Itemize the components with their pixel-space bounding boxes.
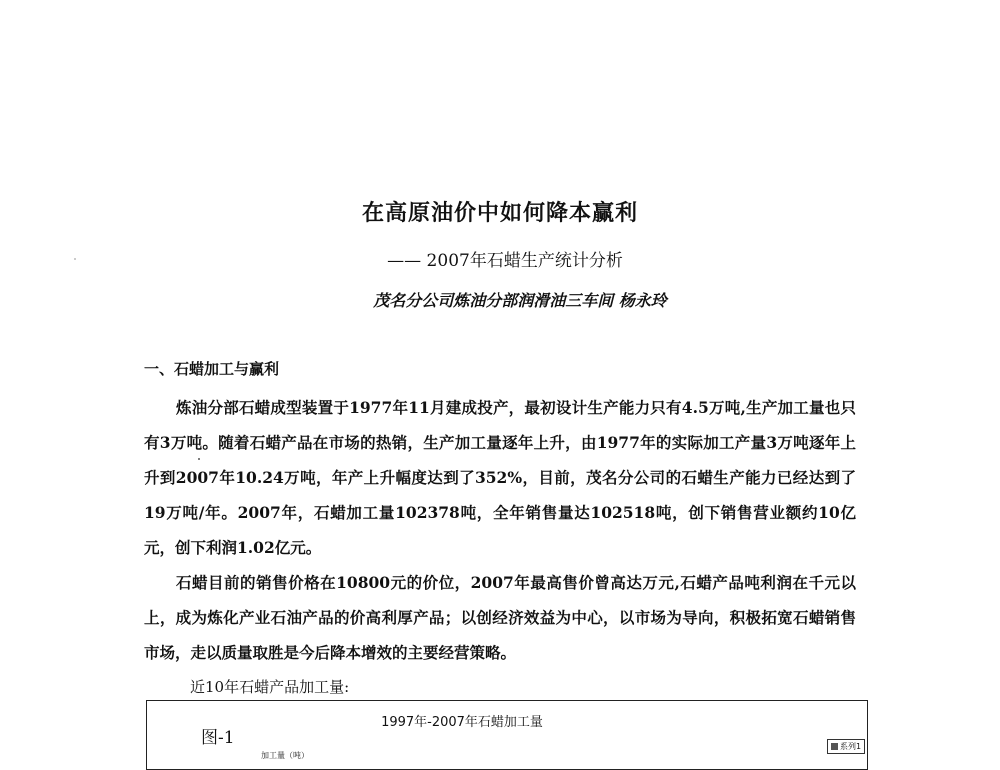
chart-legend [827,739,865,754]
paragraph-2: 石蜡目前的销售价格在10800元的价位，2007年最高售价曾高达万元,石蜡产品吨利润在千元以上，成为炼化产业石油产品的价高利厚产品；以创经济效益为中心，以市场为导向，积极拓宽石蜡销售市场，走以质量取胜是今后降本增效的主要经营策略。 [144,573,856,662]
figure-label: 图-1 [201,728,235,748]
chart-caption: 近10年石蜡产品加工量: [190,678,350,696]
chart-y-axis-label: 加工量（吨） [261,751,309,760]
legend-entry: 系列1 [840,742,862,751]
paragraph-1: 炼油分部石蜡成型装置于1977年11月建成投产，最初设计生产能力只有4.5万吨,生产加工量也只有3万吨。随着石蜡产品在市场的热销，生产加工量逐年上升，由1977年的实际加工产量3万吨逐年上升到2007年10.24万吨，年产上升幅度达到了352%，目前，茂名分公司的石蜡生产能力已经达到了19万吨/年。2007年，石蜡加工量102378吨，全年销售量达102518吨，创下销售营业额约10亿元，创下利润1.02亿元。 [144,398,856,557]
section-heading: 一、石蜡加工与赢利 [144,360,280,378]
scan-speck [74,258,76,260]
paper-subtitle: —— 2007年石蜡生产统计分析 [387,251,623,271]
author-line: 茂名分公司炼油分部润滑油三车间 杨永玲 [373,291,667,310]
scan-speck [198,458,200,460]
chart-title: 1997年-2007年石蜡加工量 [381,715,543,730]
legend-swatch-icon [831,743,838,750]
paper-title: 在高原油价中如何降本赢利 [361,201,638,226]
